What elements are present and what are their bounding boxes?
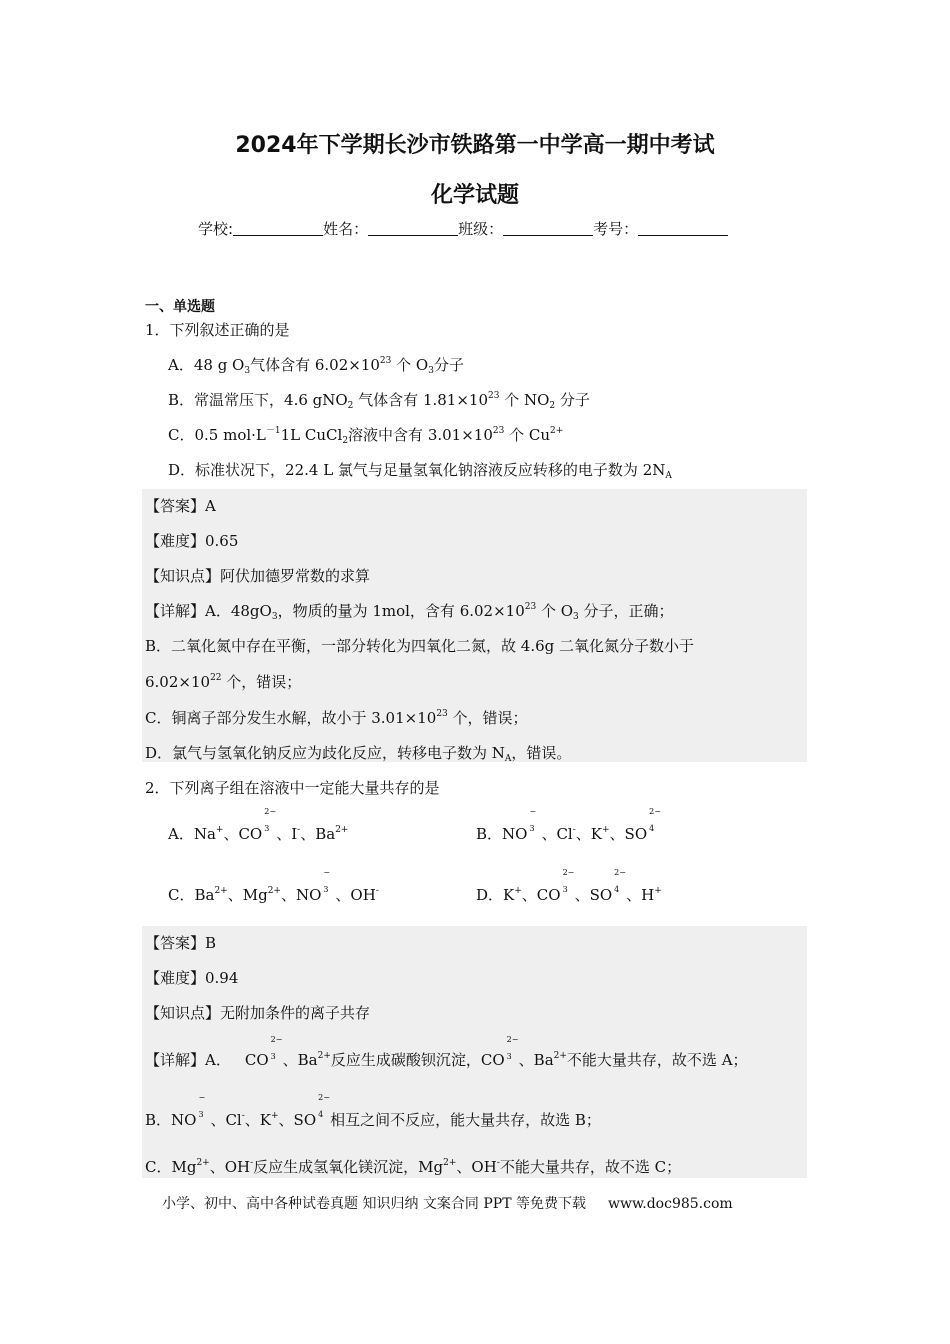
q1-option-d: D．标准状况下，22.4 L 氯气与足量氢氧化钠溶液反应转移的电子数为 $2N_A$: [168, 461, 672, 481]
q1-detail-b: B．二氧化氮中存在平衡，一部分转化为四氧化二氮，故 4.6g 二氧化氮分子数小于: [145, 637, 695, 655]
footer-slogan: 小学、初中、高中各种试卷真题 知识归纳 文案合同 PPT 等免费下载: [162, 1196, 586, 1212]
q2-detail-b: B．NO − 3 、Cl-、K+、SO 2− 4 相互之间不反应，能大量共存，故选 B；: [145, 1093, 601, 1129]
name-label: 姓名：: [323, 220, 369, 238]
q1-option-b: B．常温常压下，4.6 gNO$_2$ 气体含有 $1.81\times 10^{23}$ 个 $NO_2$ 分子: [168, 391, 590, 411]
class-blank: [503, 219, 593, 236]
section-heading: 一、单选题: [145, 299, 215, 315]
q2-knowledge: 【知识点】无附加条件的离子共存: [145, 1004, 371, 1022]
q1-detail-c: C．铜离子部分发生水解，故小于 $3.01\times 10^{23}$ 个，错误；: [145, 709, 528, 727]
q2-detail-a: 【详解】A． CO 2− 3 、$Ba^{2+}$反应生成碳酸钡沉淀，CO 2− 3 、$Ba^{2+}$不能大量共存，故不选 A；: [145, 1035, 748, 1069]
q1-detail-b-cont: $6.02\times 10^{22}$ 个，错误；: [145, 673, 302, 691]
q2-stem: 2．下列离子组在溶液中一定能大量共存的是: [145, 779, 440, 797]
class-label: 班级：: [458, 220, 504, 238]
exam-title: 2024年下学期长沙市铁路第一中学高一期中考试: [235, 133, 715, 158]
q1-detail-a: 【详解】A．$48gO_3$，物质的量为 1mol，含有 $6.02\times 10^{23}$ 个 $O_3$ 分子，正确；: [145, 602, 674, 622]
footer-website: www.doc985.com: [607, 1196, 733, 1212]
q2-option-c: C．$Ba^{2+}$、$Mg^{2+}$、NO − 3 、OH-: [168, 868, 379, 904]
q2-option-a: A．Na+、CO 2− 3 、I-、$Ba^{2+}$: [168, 807, 349, 843]
q1-stem: 1．下列叙述正确的是: [145, 321, 290, 339]
exam-number-label: 考号：: [593, 220, 639, 238]
exam-number-blank: [638, 219, 728, 236]
q2-answer: 【答案】B: [145, 934, 217, 952]
q1-knowledge: 【知识点】阿伏加德罗常数的求算: [145, 567, 371, 585]
q2-option-d: D．K+、CO 2− 3 、SO 2− 4 、H+: [476, 868, 662, 904]
q2-detail-c: C．$Mg^{2+}$、OH-反应生成氢氧化镁沉淀，$Mg^{2+}$、OH-不能大量共存，故不选 C；: [145, 1158, 682, 1176]
exam-subtitle: 化学试题: [430, 183, 519, 208]
footer-text: [162, 1193, 733, 1213]
school-blank: [233, 219, 323, 236]
student-info-line: [198, 218, 728, 239]
school-label: 学校:: [198, 220, 234, 238]
q1-answer: 【答案】A: [145, 497, 216, 515]
name-blank: [368, 219, 458, 236]
q1-detail-d: D．氯气与氢氧化钠反应为歧化反应，转移电子数为 $N_A$，错误。: [145, 744, 572, 764]
q1-difficulty: 【难度】0.65: [145, 532, 239, 550]
q1-option-a: A．48 g $O_3$气体含有 $6.02\times 10^{23}$ 个 $O_3$分子: [168, 356, 464, 376]
q2-difficulty: 【难度】0.94: [145, 969, 239, 987]
q1-option-c: C．0.5 $mol\cdot L^{-1}1L$ CuCl$_2$溶液中含有 $3.01\times 10^{23}$ 个 $Cu^{2+}$: [168, 426, 564, 446]
q2-option-b: B．NO − 3 、Cl-、K+、SO 2− 4: [476, 807, 661, 843]
